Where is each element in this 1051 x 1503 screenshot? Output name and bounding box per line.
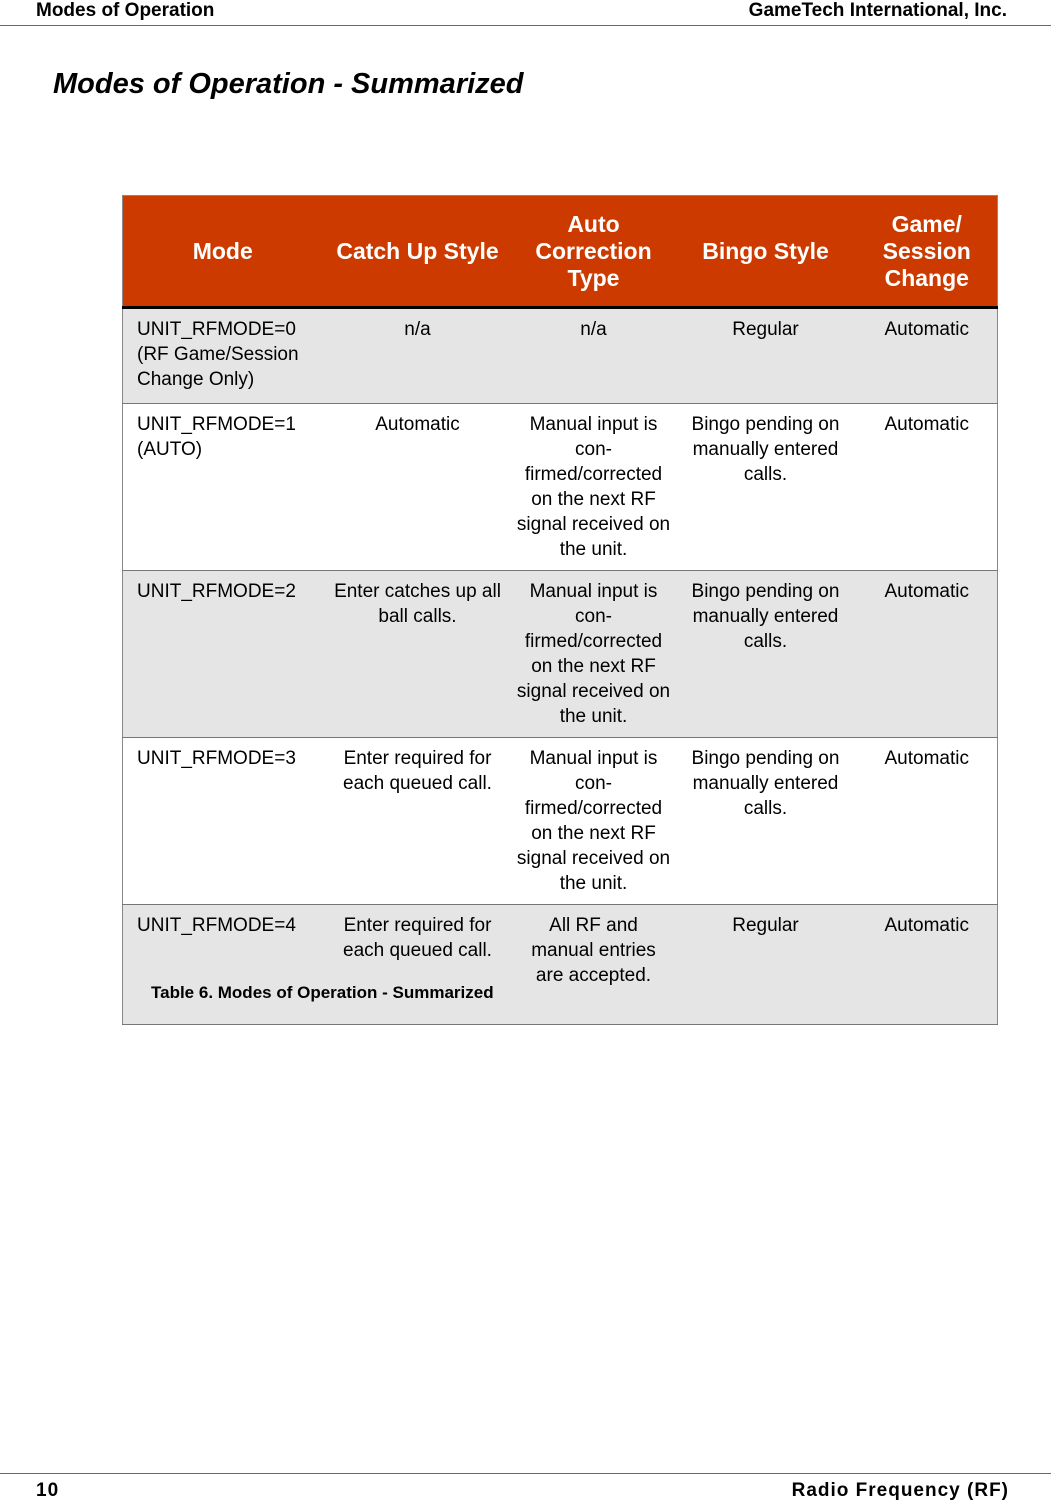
cell-mode: UNIT_RFMODE=1 (AUTO) [123,404,323,571]
table-row [123,738,998,905]
cell-catch-up-style: Enter required for each queued call. [323,738,513,905]
table-row [123,905,998,1025]
column-header-bingo-style: Bingo Style [675,196,857,308]
cell-catch-up-style: Automatic [323,404,513,571]
cell-game-session-change: Automatic [857,571,998,738]
table-row [123,308,998,404]
modes-table [122,195,998,1025]
cell-bingo-style: Bingo pending on manually entered calls. [675,404,857,571]
cell-catch-up-style: n/a [323,308,513,404]
cell-auto-correction-type: n/a [513,308,675,404]
table-row [123,571,998,738]
column-header-mode: Mode [123,196,323,308]
cell-game-session-change: Automatic [857,404,998,571]
table-row [123,404,998,571]
cell-mode: UNIT_RFMODE=4 [123,905,323,1025]
running-header-title: Modes of Operation [36,0,215,21]
cell-catch-up-style: Enter required for each queued call. [323,905,513,1025]
cell-auto-correction-type: All RF and manual entries are accepted. [513,905,675,1025]
cell-auto-correction-type: Manual input is con-firmed/corrected on the next RF signal received on the unit. [513,738,675,905]
header-rule [0,25,1051,26]
table-caption: Table 6. Modes of Operation - Summarized [151,983,494,1002]
column-header-game-session-change: Game/ Session Change [857,196,998,308]
page-number: 10 [36,1480,60,1501]
cell-auto-correction-type: Manual input is con-firmed/corrected on the next RF signal received on the unit. [513,571,675,738]
footer-section-title: Radio Frequency (RF) [791,1480,1009,1501]
table-header-row [123,196,998,308]
column-header-auto-correction-type: Auto Correction Type [513,196,675,308]
cell-bingo-style: Regular [675,905,857,1025]
cell-game-session-change: Automatic [857,905,998,1025]
cell-mode: UNIT_RFMODE=3 [123,738,323,905]
running-header-company: GameTech International, Inc. [748,0,1007,21]
cell-game-session-change: Automatic [857,738,998,905]
cell-mode: UNIT_RFMODE=2 [123,571,323,738]
cell-bingo-style: Bingo pending on manually entered calls. [675,738,857,905]
page-title: Modes of Operation - Summarized [53,68,524,100]
cell-auto-correction-type: Manual input is con-firmed/corrected on the next RF signal received on the unit. [513,404,675,571]
cell-catch-up-style: Enter catches up all ball calls. [323,571,513,738]
footer-rule [0,1473,1051,1474]
cell-bingo-style: Bingo pending on manually entered calls. [675,571,857,738]
column-header-catch-up-style: Catch Up Style [323,196,513,308]
cell-bingo-style: Regular [675,308,857,404]
cell-mode: UNIT_RFMODE=0 (RF Game/Session Change Only) [123,308,323,404]
cell-game-session-change: Automatic [857,308,998,404]
